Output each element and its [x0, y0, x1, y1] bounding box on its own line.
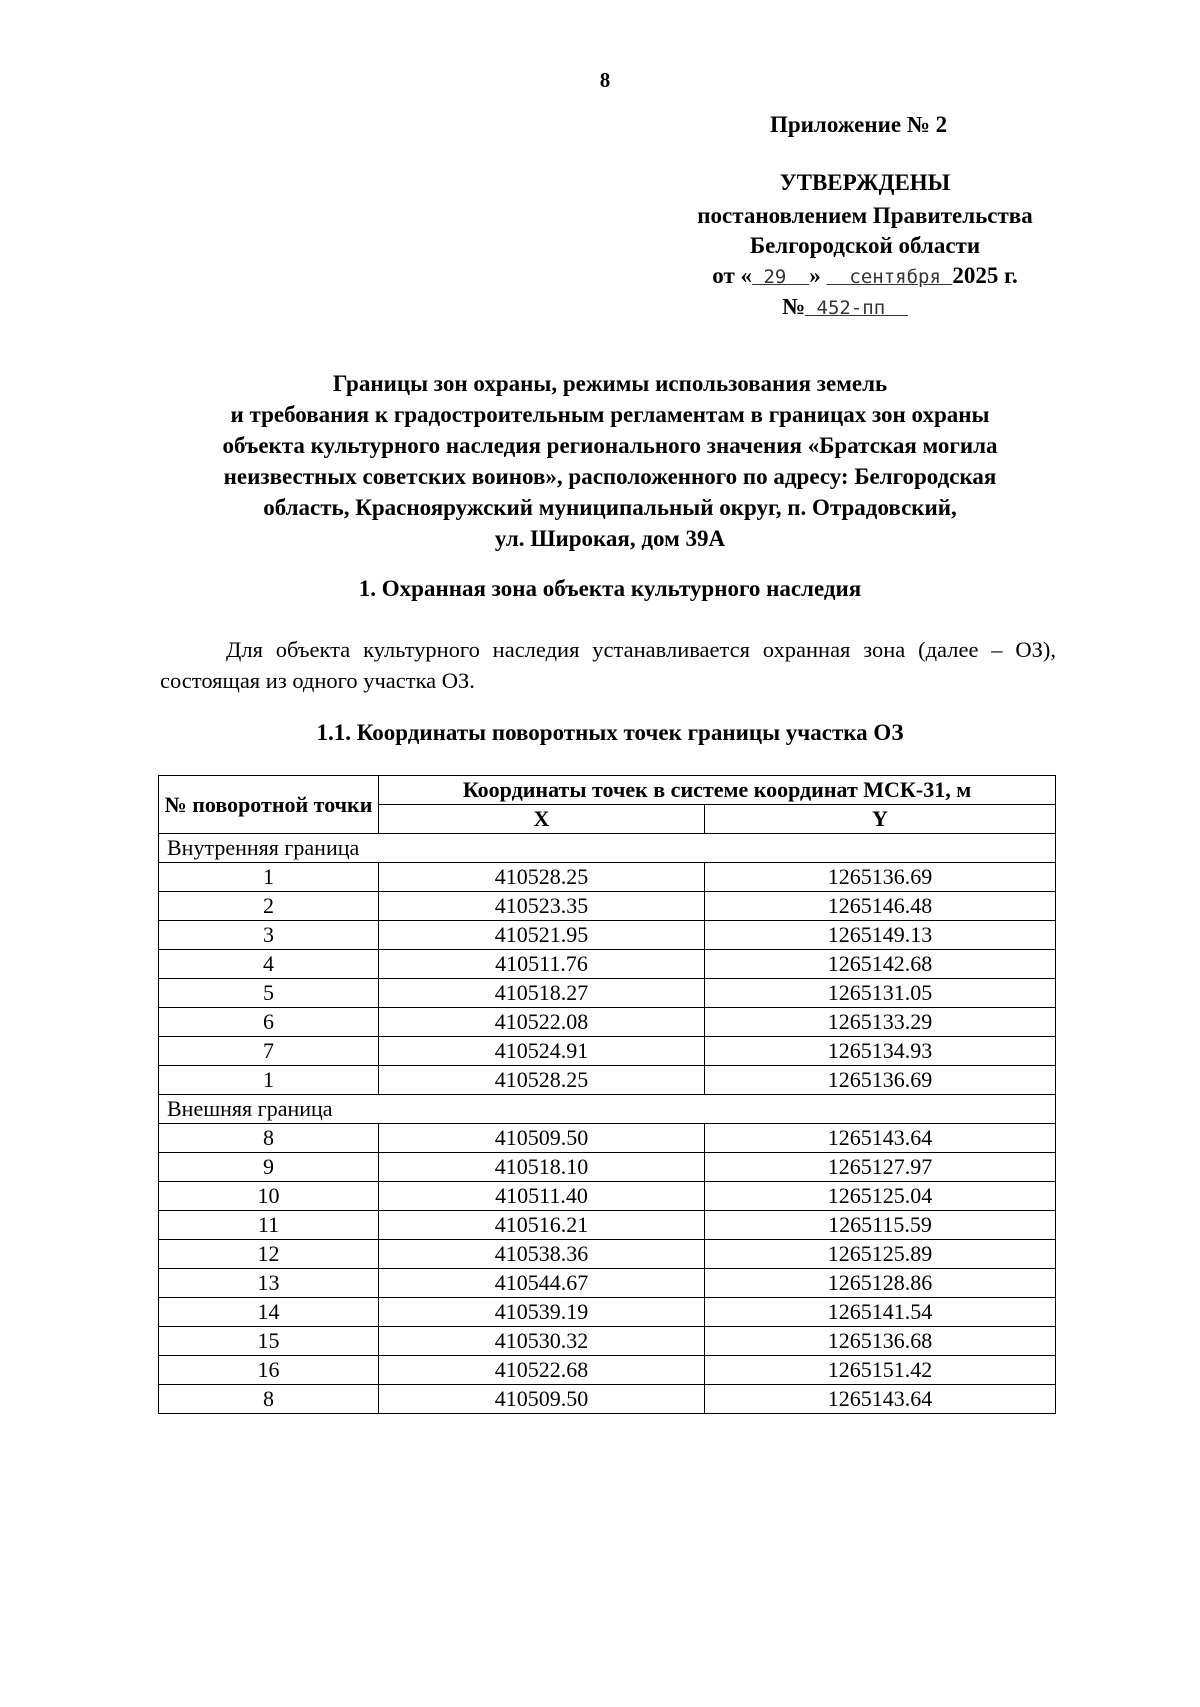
table-row — [159, 1327, 1056, 1356]
x-cell: 410522.08 — [379, 1008, 705, 1037]
approval-date — [680, 261, 1050, 292]
point-cell: 9 — [159, 1153, 379, 1182]
point-cell: 16 — [159, 1356, 379, 1385]
date-month: сентября — [849, 266, 941, 288]
title-line: и требования к градостроительным регламентам в границах зон охраны — [230, 402, 990, 427]
point-cell: 2 — [159, 892, 379, 921]
table-row — [159, 1356, 1056, 1385]
y-cell: 1265143.64 — [705, 1124, 1056, 1153]
header-point-number: № поворотной точки — [159, 776, 379, 834]
x-cell: 410522.68 — [379, 1356, 705, 1385]
group-row — [159, 1095, 1056, 1124]
title-line: ул. Широкая, дом 39А — [494, 526, 726, 551]
date-prefix: от « — [712, 263, 753, 288]
approval-number: № 452-пп — [781, 294, 886, 319]
point-cell: 3 — [159, 921, 379, 950]
group-label: Внешняя граница — [159, 1095, 1056, 1124]
table-row — [159, 1298, 1056, 1327]
point-cell: 8 — [159, 1124, 379, 1153]
date-year: 2025 г. — [952, 263, 1018, 288]
header-x: X — [379, 805, 705, 834]
title-line: объекта культурного наследия регионального значения «Братская могила — [222, 433, 998, 458]
date-mid: » — [809, 263, 821, 288]
coordinates-table — [158, 775, 1056, 1414]
y-cell: 1265143.64 — [705, 1385, 1056, 1414]
title-line: область, Краснояружский муниципальный округ, п. Отрадовский, — [263, 495, 957, 520]
x-cell: 410530.32 — [379, 1327, 705, 1356]
subsection-heading: 1.1. Координаты поворотных точек границы участка ОЗ — [316, 720, 904, 745]
x-cell: 410511.40 — [379, 1182, 705, 1211]
point-cell: 6 — [159, 1008, 379, 1037]
y-cell: 1265141.54 — [705, 1298, 1056, 1327]
x-cell: 410521.95 — [379, 921, 705, 950]
table-row — [159, 1008, 1056, 1037]
y-cell: 1265142.68 — [705, 950, 1056, 979]
approval-line1: постановлением Правительства — [697, 203, 1033, 228]
x-cell: 410538.36 — [379, 1240, 705, 1269]
document-title — [160, 368, 1060, 554]
point-cell: 12 — [159, 1240, 379, 1269]
body-paragraph: Для объекта культурного наследия устанавливается охранная зона (далее – ОЗ), состоящая из одного участка ОЗ. — [160, 637, 1056, 693]
table-row — [159, 1211, 1056, 1240]
y-cell: 1265134.93 — [705, 1037, 1056, 1066]
x-cell: 410524.91 — [379, 1037, 705, 1066]
point-cell: 15 — [159, 1327, 379, 1356]
y-cell: 1265115.59 — [705, 1211, 1056, 1240]
group-label: Внутренняя граница — [159, 834, 1056, 863]
table-row — [159, 1066, 1056, 1095]
approval-line2: Белгородской области — [749, 233, 981, 258]
y-cell: 1265146.48 — [705, 892, 1056, 921]
y-cell: 1265151.42 — [705, 1356, 1056, 1385]
approval-block — [680, 168, 1050, 323]
table-row — [159, 1385, 1056, 1414]
date-day: 29 — [763, 266, 787, 288]
table-row — [159, 921, 1056, 950]
point-cell: 1 — [159, 863, 379, 892]
section-heading: 1. Охранная зона объекта культурного наследия — [358, 576, 862, 601]
point-cell: 13 — [159, 1269, 379, 1298]
y-cell: 1265128.86 — [705, 1269, 1056, 1298]
x-cell: 410518.27 — [379, 979, 705, 1008]
point-cell: 10 — [159, 1182, 379, 1211]
y-cell: 1265131.05 — [705, 979, 1056, 1008]
table-row — [159, 1124, 1056, 1153]
x-cell: 410523.35 — [379, 892, 705, 921]
table-row — [159, 950, 1056, 979]
y-cell: 1265136.68 — [705, 1327, 1056, 1356]
table-row — [159, 1153, 1056, 1182]
point-cell: 7 — [159, 1037, 379, 1066]
point-cell: 14 — [159, 1298, 379, 1327]
y-cell: 1265136.69 — [705, 863, 1056, 892]
table-row — [159, 863, 1056, 892]
point-cell: 11 — [159, 1211, 379, 1240]
table-row — [159, 1240, 1056, 1269]
table-row — [159, 892, 1056, 921]
group-row — [159, 834, 1056, 863]
point-cell: 4 — [159, 950, 379, 979]
y-cell: 1265149.13 — [705, 921, 1056, 950]
table-row — [159, 1269, 1056, 1298]
y-cell: 1265136.69 — [705, 1066, 1056, 1095]
y-cell: 1265125.89 — [705, 1240, 1056, 1269]
x-cell: 410516.21 — [379, 1211, 705, 1240]
point-cell: 5 — [159, 979, 379, 1008]
header-coordinates: Координаты точек в системе координат МСК-31, м — [379, 776, 1056, 805]
page-number: 8 — [599, 68, 611, 92]
x-cell: 410528.25 — [379, 863, 705, 892]
x-cell: 410539.19 — [379, 1298, 705, 1327]
y-cell: 1265133.29 — [705, 1008, 1056, 1037]
x-cell: 410509.50 — [379, 1124, 705, 1153]
table-row — [159, 1182, 1056, 1211]
title-line: Границы зон охраны, режимы использования земель — [332, 371, 888, 396]
y-cell: 1265125.04 — [705, 1182, 1056, 1211]
point-cell: 1 — [159, 1066, 379, 1095]
x-cell: 410518.10 — [379, 1153, 705, 1182]
table-row — [159, 979, 1056, 1008]
x-cell: 410544.67 — [379, 1269, 705, 1298]
approval-title: УТВЕРЖДЕНЫ — [779, 170, 951, 195]
y-cell: 1265127.97 — [705, 1153, 1056, 1182]
appendix-label: Приложение № 2 — [770, 112, 948, 137]
x-cell: 410511.76 — [379, 950, 705, 979]
title-line: неизвестных советских воинов», расположенного по адресу: Белгородская — [223, 464, 997, 489]
table-row — [159, 1037, 1056, 1066]
point-cell: 8 — [159, 1385, 379, 1414]
x-cell: 410528.25 — [379, 1066, 705, 1095]
x-cell: 410509.50 — [379, 1385, 705, 1414]
header-y: Y — [705, 805, 1056, 834]
